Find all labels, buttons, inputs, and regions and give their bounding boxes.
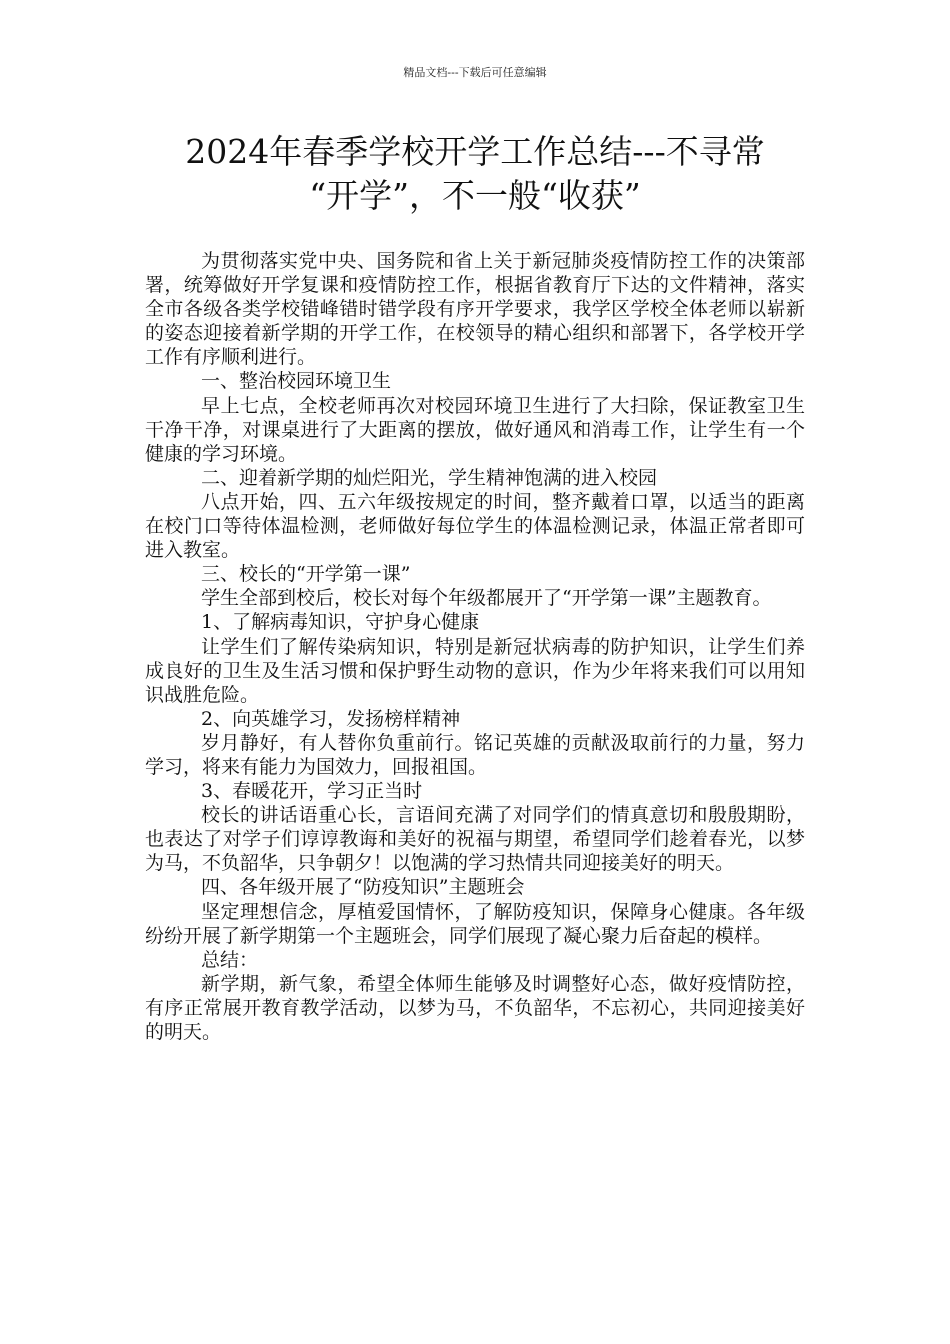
body-paragraph: 岁月静好，有人替你负重前行。铭记英雄的贡献汲取前行的力量，努力学习，将来有能力为国效力，回报祖国。	[145, 731, 805, 778]
summary-paragraph: 新学期，新气象，希望全体师生能够及时调整好心态，做好疫情防控，有序正常展开教育教学活动，以梦为马，不负韶华，不忘初心，共同迎接美好的明天。	[145, 972, 805, 1043]
body-paragraph: 早上七点，全校老师再次对校园环境卫生进行了大扫除，保证教室卫生干净干净，对课桌进行了大距离的摆放，做好通风和消毒工作，让学生有一个健康的学习环境。	[145, 394, 805, 465]
subsection-heading-3: 3、春暖花开，学习正当时	[201, 780, 423, 803]
document-title	[100, 130, 850, 218]
document-title-line-1: 2024年春季学校开学工作总结---不寻常	[185, 132, 765, 171]
section-heading-4: 四、各年级开展了“防疫知识”主题班会	[201, 876, 525, 899]
subsection-heading-2: 2、向英雄学习，发扬榜样精神	[201, 707, 461, 730]
body-paragraph: 学生全部到校后，校长对每个年级都展开了“开学第一课”主题教育。	[201, 587, 772, 610]
body-paragraph: 让学生们了解传染病知识，特别是新冠状病毒的防护知识，让学生们养成良好的卫生及生活习惯和保护野生动物的意识，作为少年将来我们可以用知识战胜危险。	[145, 635, 805, 706]
page-header: 精品文档---下载后可任意编辑	[403, 66, 547, 79]
intro-paragraph: 为贯彻落实党中央、国务院和省上关于新冠肺炎疫情防控工作的决策部署，统筹做好开学复课和疫情防控工作，根据省教育厅下达的文件精神，落实全市各级各类学校错峰错时错学段有序开学要求，我学区学校全体老师以崭新的姿态迎接着新学期的开学工作，在校领导的精心组织和部署下，各学校开学工作有序顺利进行。	[145, 250, 805, 369]
section-heading-1: 一、整治校园环境卫生	[201, 370, 392, 393]
subsection-heading-1: 1、了解病毒知识，守护身心健康	[201, 611, 480, 634]
section-heading-3: 三、校长的“开学第一课”	[201, 563, 411, 586]
document-title-line-2: “开学”，不一般“收获”	[309, 176, 641, 215]
document-body	[145, 249, 805, 1044]
summary-heading: 总结：	[201, 948, 259, 971]
body-paragraph: 校长的讲话语重心长，言语间充满了对同学们的情真意切和殷殷期盼，也表达了对学子们谆谆教诲和美好的祝福与期望，希望同学们趁着春光，以梦为马，不负韶华，只争朝夕！以饱满的学习热情共同迎接美好的明天。	[145, 804, 805, 875]
body-paragraph: 八点开始，四、五六年级按规定的时间，整齐戴着口罩，以适当的距离在校门口等待体温检测，老师做好每位学生的体温检测记录，体温正常者即可进入教室。	[145, 490, 805, 562]
section-heading-2: 二、迎着新学期的灿烂阳光，学生精神饱满的进入校园	[201, 466, 658, 489]
body-paragraph: 坚定理想信念，厚植爱国情怀，了解防疫知识，保障身心健康。各年级纷纷开展了新学期第一个主题班会，同学们展现了凝心聚力后奋起的模样。	[145, 900, 805, 947]
